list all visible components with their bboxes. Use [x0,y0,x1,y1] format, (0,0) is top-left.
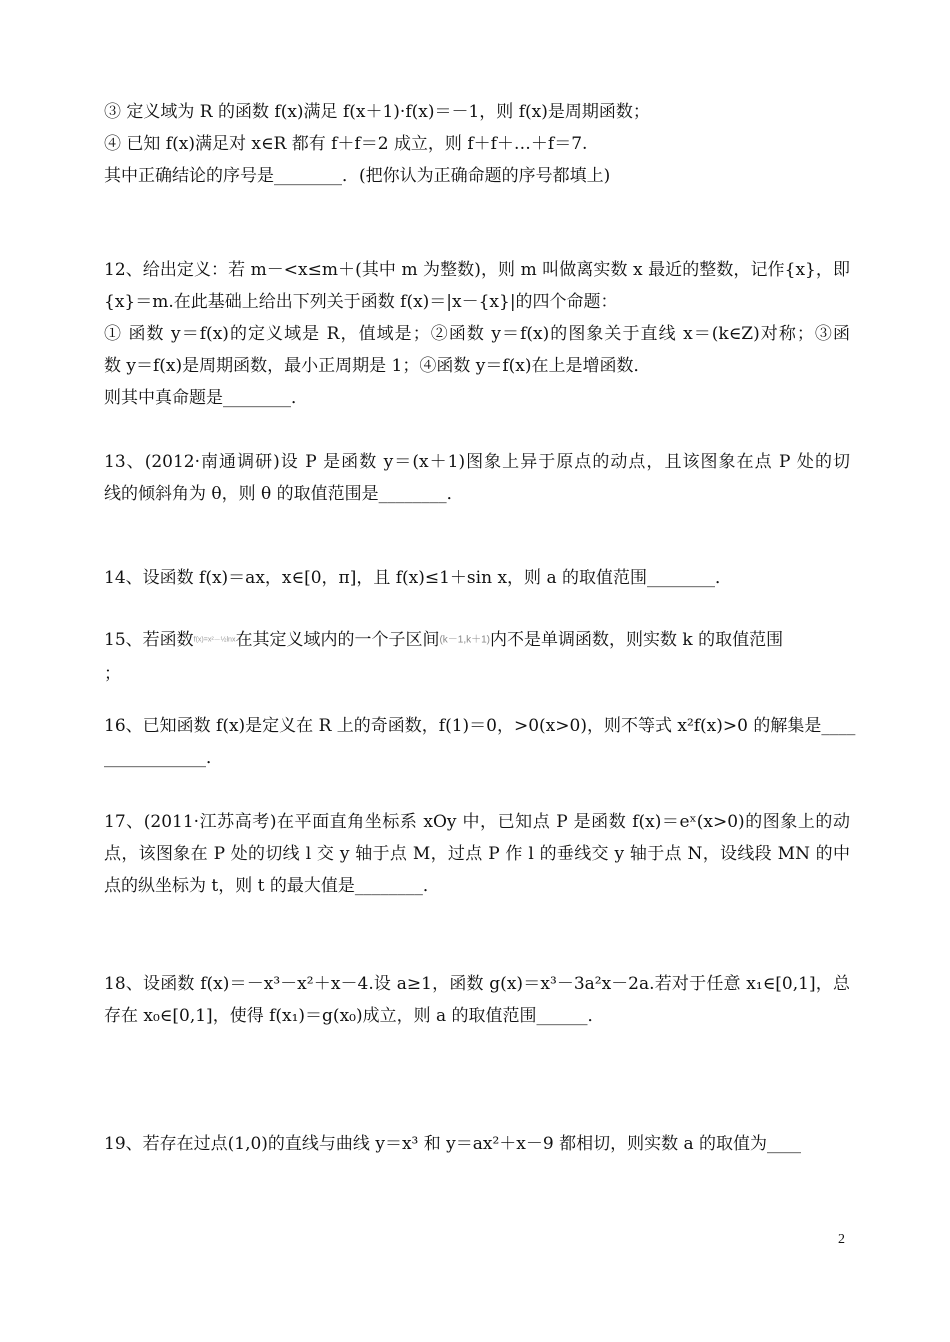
text-line: ③ 定义域为 R 的函数 f(x)满足 f(x＋1)·f(x)＝－1，则 f(x)是周期函数； [104,102,650,122]
line-segment: 15、若函数 [104,630,194,650]
text-line: 12、给出定义：若 m－<x≤m＋(其中 m 为整数)，则 m 叫做离实数 x 最近的整数，记作{x}，即 [104,260,850,280]
text-line: 13、(2012·南通调研)设 P 是函数 y＝(x＋1)图象上异于原点的动点，且该图象在点 P 处的切 [104,452,850,472]
text-line: ____________． [104,748,223,768]
text-line: 点的纵坐标为 t，则 t 的最大值是________． [104,876,440,896]
text-line: 存在 x₀∈[0,1]，使得 f(x₁)＝g(x₀)成立，则 a 的取值范围______． [104,1006,605,1026]
text-line: 其中正确结论的序号是________．(把你认为正确命题的序号都填上) [104,166,611,186]
text-line: 16、已知函数 f(x)是定义在 R 上的奇函数，f(1)＝0，>0(x>0)，则不等式 x²f(x)>0 的解集是____ [104,716,856,736]
text-line: ； [104,664,121,684]
text-line [104,627,850,653]
text-line: 点，该图象在 P 处的切线 l 交 y 轴于点 M，过点 P 作 l 的垂线交 y 轴于点 N，设线段 MN 的中 [104,844,850,864]
text-line: 19、若存在过点(1,0)的直线与曲线 y＝x³ 和 y＝ax²＋x－9 都相切，则实数 a 的取值为____ [104,1134,802,1154]
text-line: {x}＝m.在此基础上给出下列关于函数 f(x)＝|x－{x}|的四个命题： [104,292,618,312]
text-line: ④ 已知 f(x)满足对 x∈R 都有 f＋f＝2 成立，则 f＋f＋…＋f＝7. [104,134,588,154]
line-segment: 在其定义域内的一个子区间 [235,630,440,650]
inline-formula: f(x)=x²－½lnx [193,636,236,644]
text-line: 线的倾斜角为 θ，则 θ 的取值范围是________． [104,484,464,504]
text-line: 17、(2011·江苏高考)在平面直角坐标系 xOy 中，已知点 P 是函数 f(x)＝eˣ(x>0)的图象上的动 [104,812,850,832]
text-line: 14、设函数 f(x)＝ax，x∈[0，π]，且 f(x)≤1＋sin x，则 a 的取值范围________． [104,568,732,588]
line-segment: 内不是单调函数，则实数 k 的取值范围 [490,630,784,650]
text-line: 则其中真命题是________． [104,388,308,408]
page-number: 2 [838,1232,845,1247]
text-line: 数 y＝f(x)是周期函数，最小正周期是 1；④函数 y＝f(x)在上是增函数． [104,356,651,376]
inline-formula: (k－1,k＋1) [439,634,491,646]
text-line: 18、设函数 f(x)＝－x³－x²＋x－4.设 a≥1，函数 g(x)＝x³－3a²x－2a.若对于任意 x₁∈[0,1]，总 [104,974,850,994]
text-line: ① 函数 y＝f(x)的定义域是 R，值域是；②函数 y＝f(x)的图象关于直线 x＝(k∈Z)对称；③函 [104,324,850,344]
